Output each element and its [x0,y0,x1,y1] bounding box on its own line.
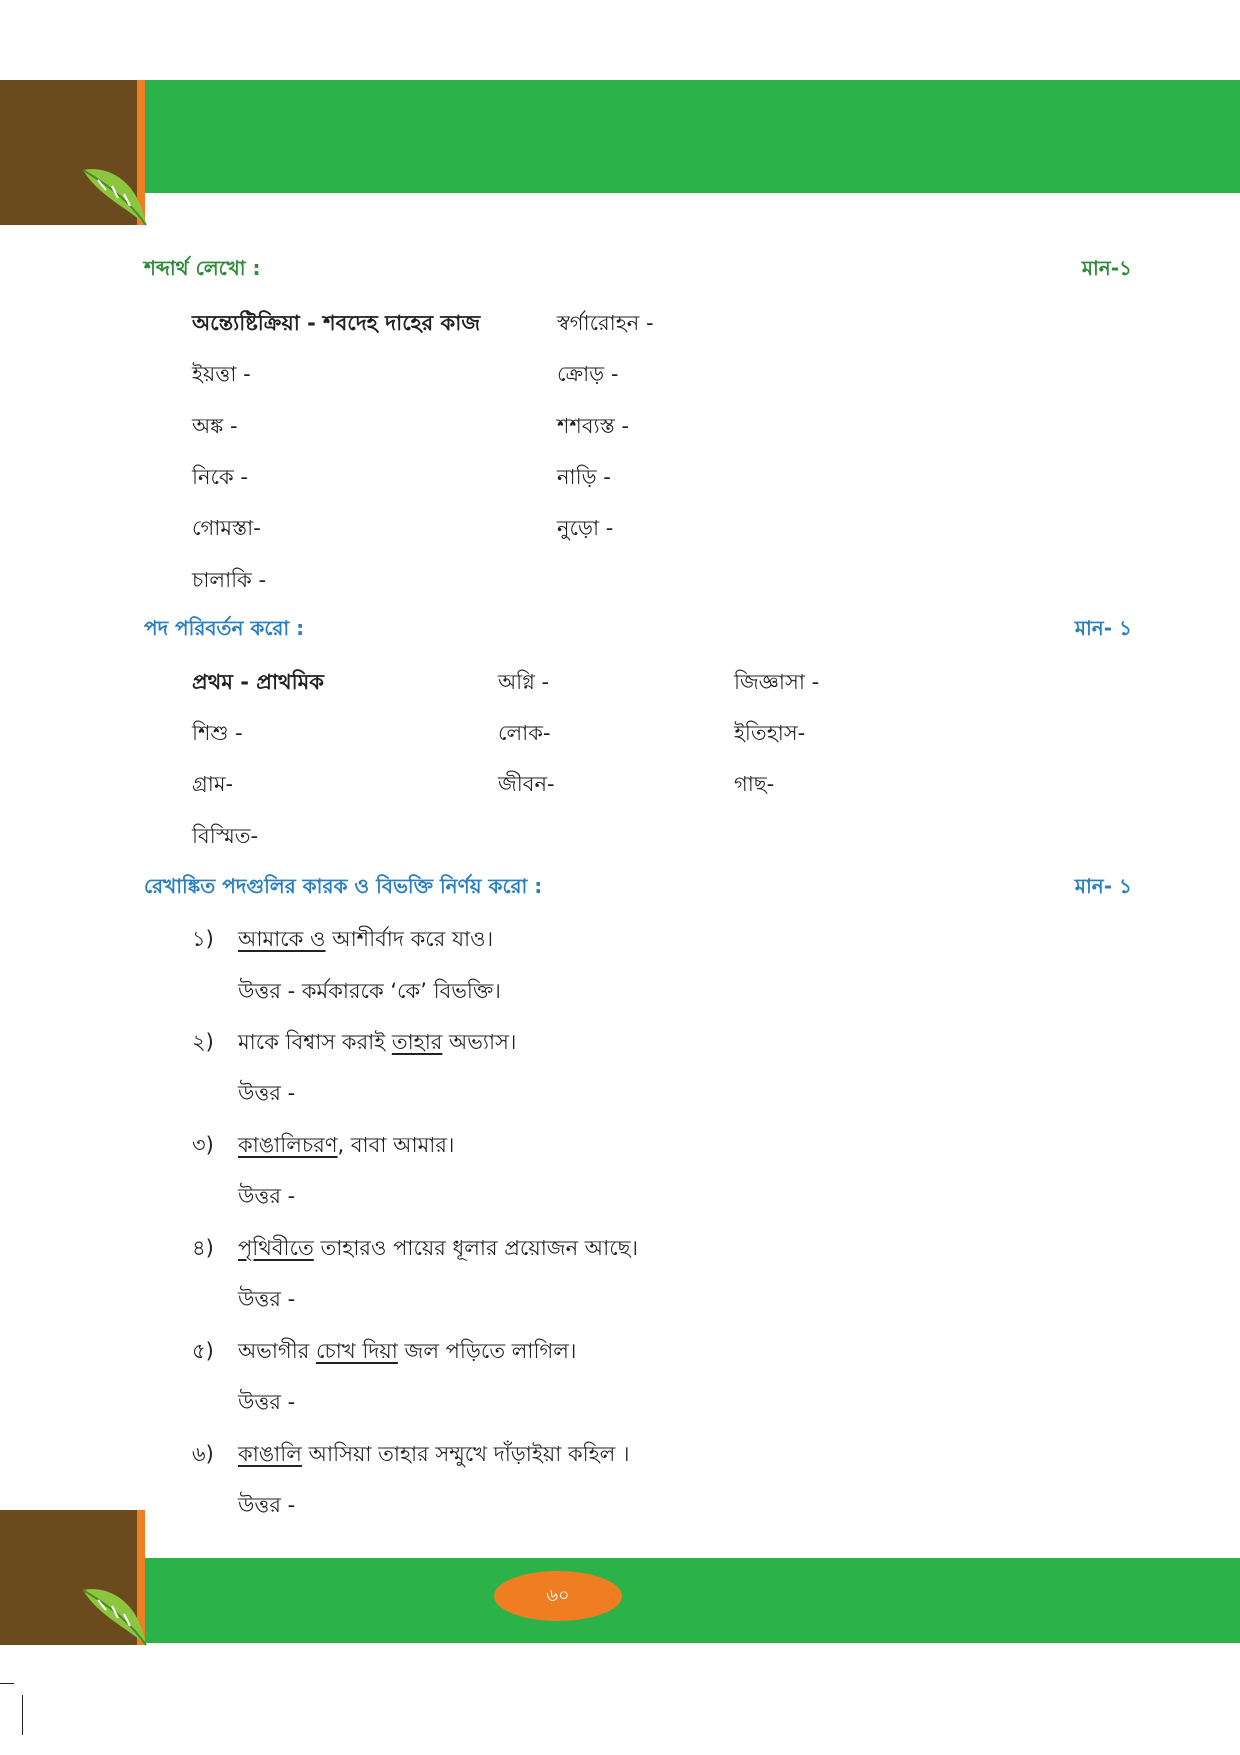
header-band [0,80,1240,225]
word-change-item: গাছ- [734,772,775,796]
word-change-item: লোক- [498,721,551,745]
word-change-item: প্রথম - প্রাথমিক [192,670,324,694]
word-change-item: ইতিহাস- [734,721,806,745]
question-number: ৪) [192,1236,214,1260]
question-text-after: অভ্যাস। [442,1030,517,1054]
answer-line: উত্তর - কর্মকারকে ‘কে’ বিভক্তি। [238,979,501,1003]
answer-line: উত্তর - [238,1287,296,1311]
word-meaning-item: অন্ত্যেষ্টিক্রিয়া - শবদেহ দাহের কাজ [192,311,481,335]
underlined-word: চোখ দিয়া [315,1339,398,1363]
underlined-word: কাঙালিচরণ [238,1133,338,1157]
answer-line: উত্তর - [238,1390,296,1414]
question-number: ৫) [192,1339,214,1363]
question-number: ২) [192,1030,214,1054]
section3-marks: মান- ১ [1074,874,1132,898]
underlined-word: তাহার [391,1030,443,1054]
question-text-before: অভাগীর [238,1339,316,1363]
word-meaning-item: চালাকি - [192,568,267,592]
question-number: ১) [192,927,214,951]
word-meaning-item: শশব্যস্ত - [557,414,629,438]
word-change-item: জীবন- [498,772,555,796]
word-meaning-item: নুড়ো - [557,516,614,540]
page-number-badge: ৬০ [494,1571,622,1621]
word-meaning-item: ক্রোড় - [557,362,619,386]
section3-title: রেখাঙ্কিত পদগুলির কারক ও বিভক্তি নির্ণয় করো : [144,874,543,898]
question-text [238,923,493,958]
crop-mark [22,1695,23,1735]
question-text-after: তাহারও পায়ের ধূলার প্রয়োজন আছে। [313,1236,638,1260]
word-change-item: শিশু - [192,721,243,745]
word-meaning-item: গোমস্তা- [192,516,261,540]
question-text [238,1335,576,1370]
section2-title: পদ পরিবর্তন করো : [144,616,305,640]
question-text-after: আসিয়া তাহার সম্মুখে দাঁড়াইয়া কহিল । [301,1442,630,1466]
question-text-after: আশীর্বাদ করে যাও। [325,927,494,951]
answer-line: উত্তর - [238,1184,296,1208]
question-text-before: মাকে বিশ্বাস করাই [238,1030,392,1054]
question-text [238,1026,516,1061]
question-text [238,1129,454,1164]
question-text-after: , বাবা আমার। [337,1133,455,1157]
word-meaning-item: নিকে - [192,465,248,489]
answer-line: উত্তর - [238,1081,296,1105]
answer-line: উত্তর - [238,1493,296,1517]
word-meaning-item: নাড়ি - [557,465,611,489]
section2-marks: মান- ১ [1074,616,1132,640]
question-number: ৬) [192,1442,214,1466]
word-meaning-item: অঙ্ক - [192,414,238,438]
word-change-item: অগ্নি - [498,670,550,694]
underlined-word: পৃথিবীতে [238,1236,314,1260]
question-text [238,1232,638,1267]
leaf-icon [78,160,148,230]
word-meaning-item: স্বর্গারোহন - [557,311,654,335]
word-change-item: বিস্মিত- [192,824,259,848]
crop-mark [0,1683,14,1684]
footer-band [0,1510,1240,1645]
word-change-item: গ্রাম- [192,772,234,796]
header-green-bar [145,80,1240,193]
section1-marks: মান-১ [1081,256,1132,280]
word-change-item: জিজ্ঞাসা - [734,670,820,694]
word-meaning-item: ইয়ত্তা - [192,362,251,386]
underlined-word: কাঙালি [238,1442,302,1466]
question-number: ৩) [192,1133,214,1157]
underlined-word: আমাকে ও [238,927,326,951]
leaf-icon [78,1580,148,1650]
question-text [238,1438,630,1473]
section1-title: শব্দার্থ লেখো : [144,256,261,280]
question-text-after: জল পড়িতে লাগিল। [397,1339,577,1363]
footer-green-bar [145,1558,1240,1643]
